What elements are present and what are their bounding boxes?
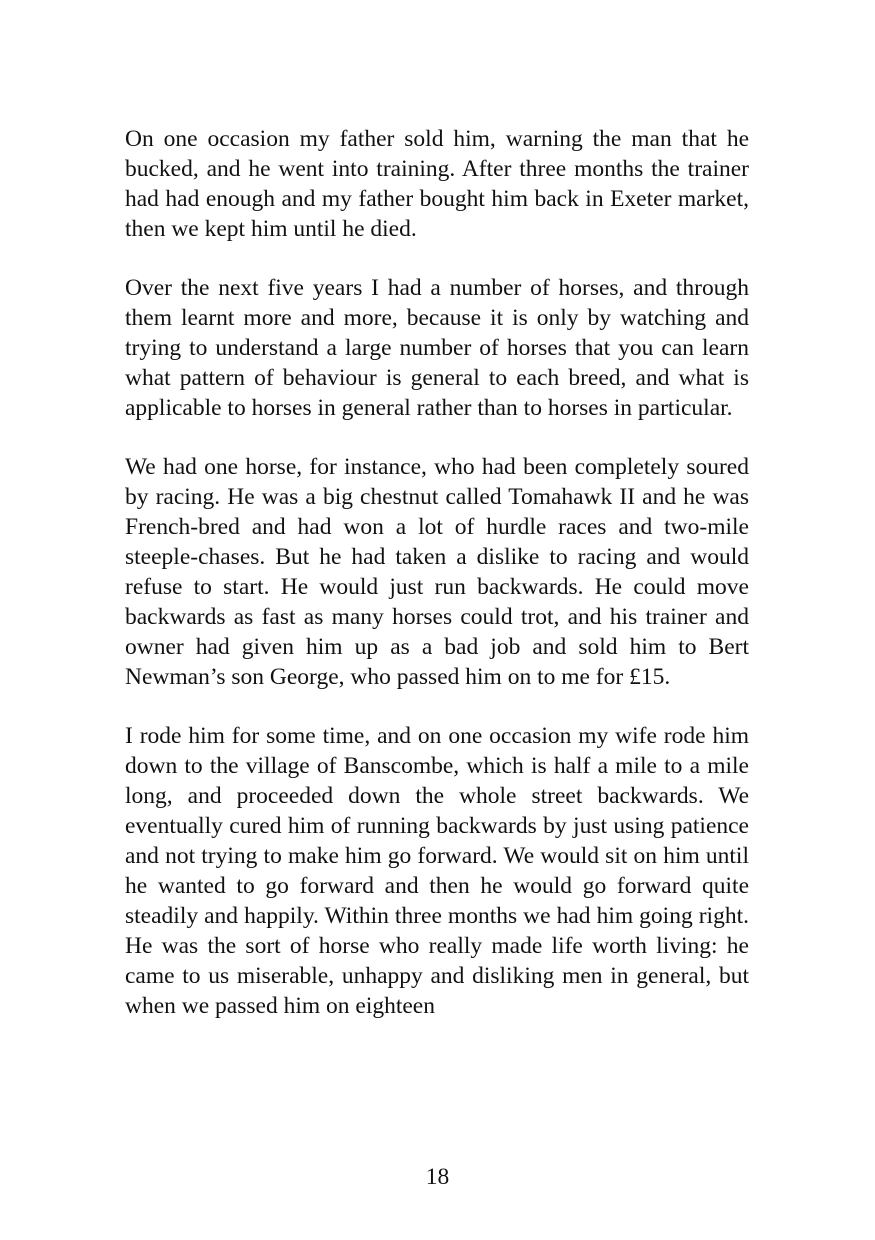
page-number: 18 — [425, 1164, 450, 1190]
body-text — [125, 124, 749, 1050]
paragraph-4: I rode him for some time, and on one occasion my wife rode him down to the village of Banscombe, which is half a mile to a mile long, and proceeded down the whole street backwards. We eventually cured him of running backwards by just using patience and not trying to make him go forward. We would sit on him until he wanted to go forward and then he would go forward quite steadily and happily. Within three months we had him going right. He was the sort of horse who really made life worth living: he came to us miserable, unhappy and disliking men in general, but when we passed him on eighteen — [125, 723, 749, 1019]
paragraph-3: We had one horse, for instance, who had been completely soured by racing. He was a big chestnut called Tomahawk II and he was French-bred and had won a lot of hurdle races and two-mile steeple-chases. But he had taken a dislike to racing and would refuse to start. He would just run backwards. He could move backwards as fast as many horses could trot, and his trainer and owner had given him up as a bad job and sold him to Bert Newman’s son George, who passed him on to me for £15. — [125, 454, 749, 690]
paragraph-1: On one occasion my father sold him, warning the man that he bucked, and he went into training. After three months the trainer had had enough and my father bought him back in Exeter market, then we kept him until he died. — [125, 126, 749, 242]
paragraph-2: Over the next five years I had a number of horses, and through them learnt more and more, because it is only by watching and trying to understand a large number of horses that you can learn what pattern of behaviour is general to each breed, and what is applicable to horses in general rather than to horses in particular. — [125, 275, 749, 421]
